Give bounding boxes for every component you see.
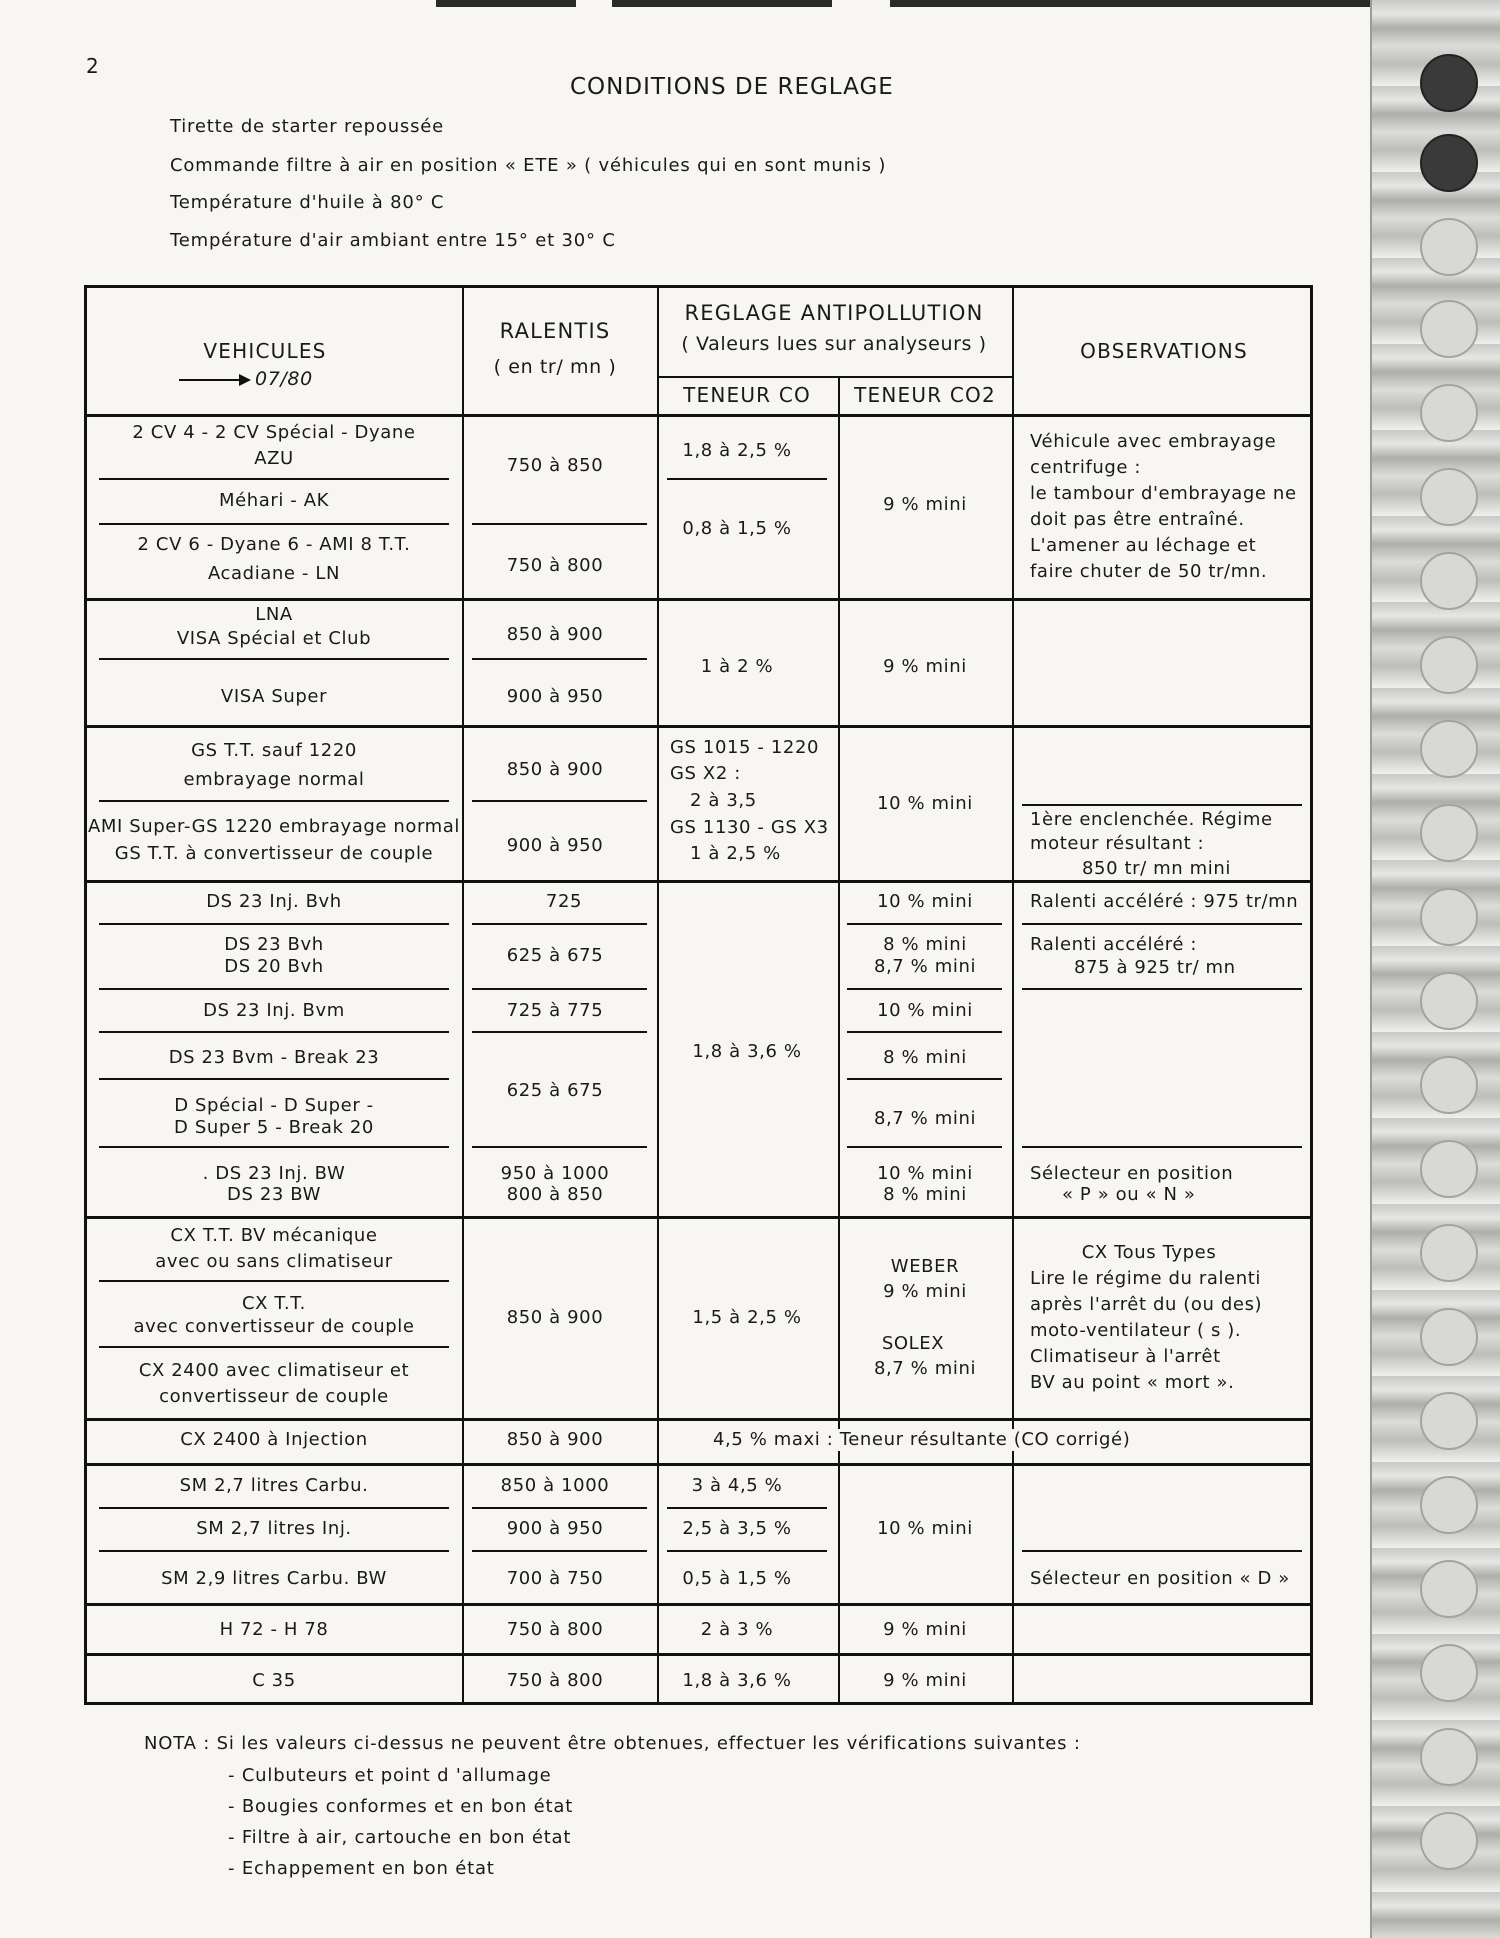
co2-value: 9 % mini bbox=[883, 1281, 967, 1302]
vehicle-name: CX T.T. bbox=[242, 1293, 306, 1314]
row-divider bbox=[472, 1550, 647, 1552]
ralenti-value: 750 à 800 bbox=[506, 555, 604, 576]
co-value: 1,8 à 2,5 % bbox=[682, 440, 792, 461]
condition-line: Tirette de starter repoussée bbox=[170, 116, 445, 137]
page-number: 2 bbox=[86, 54, 99, 78]
co2-value: 8 % mini bbox=[883, 934, 967, 955]
observation-text: moteur résultant : bbox=[1030, 833, 1205, 854]
binder-hole bbox=[1420, 1392, 1478, 1450]
binder-hole bbox=[1420, 1560, 1478, 1618]
nota-text: NOTA : Si les valeurs ci-dessus ne peuvent être obtenues, effectuer les vérifications suivantes : bbox=[144, 1733, 1081, 1754]
observation-text: moto-ventilateur ( s ). bbox=[1030, 1320, 1242, 1341]
nota-item: - Bougies conformes et en bon état bbox=[228, 1796, 574, 1817]
header-vehicules: VEHICULES bbox=[203, 339, 327, 363]
row-divider bbox=[87, 414, 1310, 417]
vehicle-name: embrayage normal bbox=[183, 769, 365, 790]
observation-text: 875 à 925 tr/ mn bbox=[1074, 957, 1236, 978]
ralenti-value: 900 à 950 bbox=[506, 1518, 604, 1539]
row-divider bbox=[87, 1603, 1310, 1606]
vehicle-name: DS 23 Inj. Bvm bbox=[203, 1000, 345, 1021]
co2-value: 8 % mini bbox=[883, 1184, 967, 1205]
binder-hole bbox=[1420, 1056, 1478, 1114]
ralenti-value: 625 à 675 bbox=[506, 1080, 604, 1101]
row-divider bbox=[99, 800, 449, 802]
row-divider bbox=[472, 1031, 647, 1033]
header-teneur-co2: TENEUR CO2 bbox=[854, 383, 996, 407]
co-value: GS X2 : bbox=[670, 763, 741, 784]
vehicle-name: D Super 5 - Break 20 bbox=[174, 1117, 374, 1138]
col-divider bbox=[657, 288, 659, 1702]
ralenti-value: 750 à 850 bbox=[506, 455, 604, 476]
top-scan-mark bbox=[612, 0, 832, 7]
arrow-icon bbox=[179, 379, 249, 381]
row-divider bbox=[472, 658, 647, 660]
observation-text: 1ère enclenchée. Régime bbox=[1030, 809, 1273, 830]
col-divider bbox=[838, 378, 840, 1702]
vehicle-name: CX T.T. BV mécanique bbox=[170, 1225, 378, 1246]
vehicle-name: 2 CV 4 - 2 CV Spécial - Dyane bbox=[132, 422, 416, 443]
row-divider bbox=[99, 478, 449, 480]
observation-text: Sélecteur en position bbox=[1030, 1163, 1234, 1184]
binder-hole bbox=[1420, 804, 1478, 862]
binder-hole bbox=[1420, 1476, 1478, 1534]
binder-hole bbox=[1420, 972, 1478, 1030]
vehicle-name: VISA Spécial et Club bbox=[176, 628, 372, 649]
row-divider bbox=[99, 988, 449, 990]
binder-hole bbox=[1420, 552, 1478, 610]
row-divider bbox=[87, 880, 1310, 883]
observation-text: CX Tous Types bbox=[1081, 1242, 1217, 1263]
vehicle-name: CX 2400 avec climatiseur et bbox=[138, 1360, 410, 1381]
co-value: GS 1015 - 1220 bbox=[670, 737, 820, 758]
top-scan-mark bbox=[890, 0, 1370, 7]
ralenti-value: 850 à 900 bbox=[506, 759, 604, 780]
nota-item: - Filtre à air, cartouche en bon état bbox=[228, 1827, 572, 1848]
ralenti-value: 725 à 775 bbox=[506, 1000, 604, 1021]
observation-text: le tambour d'embrayage ne bbox=[1030, 483, 1297, 504]
observation-text: Ralenti accéléré : bbox=[1030, 934, 1198, 955]
co-note: 4,5 % maxi : Teneur résultante (CO corrigé) bbox=[707, 1429, 1136, 1451]
co-value: 2,5 à 3,5 % bbox=[682, 1518, 792, 1539]
row-divider bbox=[1022, 988, 1302, 990]
ralenti-value: 750 à 800 bbox=[506, 1670, 604, 1691]
vehicle-name: convertisseur de couple bbox=[159, 1386, 389, 1407]
row-divider bbox=[667, 1507, 827, 1509]
ralenti-value: 800 à 850 bbox=[506, 1184, 604, 1205]
condition-line: Température d'air ambiant entre 15° et 30° C bbox=[170, 230, 616, 251]
row-divider bbox=[472, 923, 647, 925]
co2-value: 10 % mini bbox=[877, 1163, 973, 1184]
binder-hole bbox=[1420, 888, 1478, 946]
co2-label-weber: WEBER bbox=[890, 1256, 960, 1277]
observation-text: Ralenti accéléré : 975 tr/mn bbox=[1030, 891, 1299, 912]
co2-value: 8,7 % mini bbox=[873, 956, 977, 977]
observation-text: BV au point « mort ». bbox=[1030, 1372, 1235, 1393]
vehicle-name: DS 23 Bvh bbox=[224, 934, 324, 955]
binder-hole bbox=[1420, 134, 1478, 192]
binder-hole bbox=[1420, 54, 1478, 112]
page-title: CONDITIONS DE REGLAGE bbox=[570, 74, 894, 100]
observation-text: 850 tr/ mn mini bbox=[1082, 858, 1231, 879]
binder-hole bbox=[1420, 1644, 1478, 1702]
observation-text: Sélecteur en position « D » bbox=[1030, 1568, 1290, 1589]
binder-hole bbox=[1420, 1308, 1478, 1366]
row-divider bbox=[99, 1146, 449, 1148]
row-divider bbox=[1022, 923, 1302, 925]
vehicle-name: avec convertisseur de couple bbox=[133, 1316, 415, 1337]
row-divider bbox=[667, 478, 827, 480]
vehicle-name: Acadiane - LN bbox=[207, 563, 341, 584]
vehicle-name: . DS 23 Inj. BW bbox=[202, 1163, 346, 1184]
co2-value: 10 % mini bbox=[877, 793, 973, 814]
observation-text: « P » ou « N » bbox=[1062, 1184, 1196, 1205]
co2-value: 8 % mini bbox=[883, 1047, 967, 1068]
row-divider bbox=[847, 1078, 1002, 1080]
binder-hole bbox=[1420, 384, 1478, 442]
header-vehicules-date: 07/80 bbox=[179, 368, 313, 390]
row-divider bbox=[847, 923, 1002, 925]
observation-text: Climatiseur à l'arrêt bbox=[1030, 1346, 1221, 1367]
row-divider bbox=[99, 1031, 449, 1033]
row-divider bbox=[87, 1216, 1310, 1219]
ralenti-value: 850 à 1000 bbox=[500, 1475, 610, 1496]
row-divider bbox=[847, 1146, 1002, 1148]
co-value: 1,8 à 3,6 % bbox=[692, 1041, 802, 1062]
observation-text: Véhicule avec embrayage bbox=[1030, 431, 1277, 452]
vehicle-name: DS 23 BW bbox=[227, 1184, 321, 1205]
row-divider bbox=[472, 523, 647, 525]
vehicle-name: GS T.T. sauf 1220 bbox=[191, 740, 357, 761]
row-divider bbox=[99, 658, 449, 660]
ralenti-value: 725 bbox=[545, 891, 583, 912]
row-divider bbox=[1022, 804, 1302, 806]
row-divider bbox=[472, 1507, 647, 1509]
col-divider bbox=[1012, 288, 1014, 1702]
observation-text: L'amener au léchage et bbox=[1030, 535, 1257, 556]
header-reglage: REGLAGE ANTIPOLLUTION bbox=[684, 301, 984, 325]
co2-value: 8,7 % mini bbox=[873, 1358, 977, 1379]
row-divider bbox=[87, 1418, 1310, 1421]
settings-table bbox=[84, 285, 1313, 1705]
row-divider bbox=[87, 1463, 1310, 1466]
ralenti-value: 850 à 900 bbox=[506, 624, 604, 645]
co-value: 1 à 2 % bbox=[700, 656, 774, 677]
ralenti-value: 850 à 900 bbox=[506, 1307, 604, 1328]
vehicle-name: CX 2400 à Injection bbox=[180, 1429, 368, 1450]
vehicle-name: AMI Super-GS 1220 embrayage normal bbox=[87, 816, 461, 837]
row-divider bbox=[87, 725, 1310, 728]
observation-text: après l'arrêt du (ou des) bbox=[1030, 1294, 1263, 1315]
row-divider bbox=[87, 1653, 1310, 1656]
binder-hole bbox=[1420, 218, 1478, 276]
vehicle-name: D Spécial - D Super - bbox=[174, 1095, 374, 1116]
vehicle-name: Méhari - AK bbox=[218, 490, 330, 511]
nota-item: - Culbuteurs et point d 'allumage bbox=[228, 1765, 552, 1786]
row-divider bbox=[1022, 1550, 1302, 1552]
ralenti-value: 750 à 800 bbox=[506, 1619, 604, 1640]
header-reglage-sub: ( Valeurs lues sur analyseurs ) bbox=[681, 333, 987, 355]
vehicle-name: LNA bbox=[255, 604, 293, 625]
vehicle-name: SM 2,7 litres Carbu. bbox=[179, 1475, 369, 1496]
vehicle-name: DS 23 Bvm - Break 23 bbox=[168, 1047, 380, 1068]
vehicle-name: DS 23 Inj. Bvh bbox=[206, 891, 342, 912]
row-divider bbox=[99, 1346, 449, 1348]
ralenti-value: 900 à 950 bbox=[506, 835, 604, 856]
row-divider bbox=[667, 1550, 827, 1552]
row-divider bbox=[99, 1280, 449, 1282]
binder-hole bbox=[1420, 1728, 1478, 1786]
vehicle-name: SM 2,9 litres Carbu. BW bbox=[161, 1568, 387, 1589]
vehicle-name: SM 2,7 litres Inj. bbox=[196, 1518, 352, 1539]
row-divider bbox=[472, 1146, 647, 1148]
co-value: 1 à 2,5 % bbox=[690, 843, 781, 864]
co2-value: 10 % mini bbox=[877, 1518, 973, 1539]
vehicle-name: VISA Super bbox=[220, 686, 328, 707]
binder-hole bbox=[1420, 468, 1478, 526]
ralenti-value: 700 à 750 bbox=[506, 1568, 604, 1589]
header-ralentis: RALENTIS bbox=[499, 319, 611, 343]
vehicle-name: AZU bbox=[254, 448, 294, 469]
vehicle-name: 2 CV 6 - Dyane 6 - AMI 8 T.T. bbox=[137, 534, 411, 555]
ralenti-value: 900 à 950 bbox=[506, 686, 604, 707]
co-value: 1,8 à 3,6 % bbox=[682, 1670, 792, 1691]
co-value: 2 à 3 % bbox=[700, 1619, 774, 1640]
binder-hole bbox=[1420, 636, 1478, 694]
binder-hole bbox=[1420, 1224, 1478, 1282]
row-divider bbox=[1022, 1146, 1302, 1148]
co-value: 2 à 3,5 bbox=[690, 790, 757, 811]
binder-hole bbox=[1420, 1140, 1478, 1198]
binder-hole bbox=[1420, 300, 1478, 358]
col-divider bbox=[462, 288, 464, 1702]
binder-hole bbox=[1420, 720, 1478, 778]
condition-line: Température d'huile à 80° C bbox=[170, 192, 445, 213]
co-value: 0,5 à 1,5 % bbox=[682, 1568, 792, 1589]
header-ralentis-unit: ( en tr/ mn ) bbox=[493, 356, 617, 378]
nota-item: - Echappement en bon état bbox=[228, 1858, 495, 1879]
co2-value: 9 % mini bbox=[883, 1619, 967, 1640]
top-scan-mark bbox=[436, 0, 576, 7]
condition-line: Commande filtre à air en position « ETE » ( véhicules qui en sont munis ) bbox=[170, 155, 887, 176]
header-observations: OBSERVATIONS bbox=[1080, 339, 1248, 363]
row-divider bbox=[99, 1078, 449, 1080]
co-value: 1,5 à 2,5 % bbox=[692, 1307, 802, 1328]
vehicle-name: GS T.T. à convertisseur de couple bbox=[114, 843, 434, 864]
row-divider bbox=[87, 598, 1310, 601]
header-teneur-co: TENEUR CO bbox=[683, 383, 811, 407]
observation-text: faire chuter de 50 tr/mn. bbox=[1030, 561, 1268, 582]
ralenti-value: 625 à 675 bbox=[506, 945, 604, 966]
co2-label-solex: SOLEX bbox=[881, 1333, 945, 1354]
row-divider bbox=[99, 523, 449, 525]
row-divider bbox=[847, 1031, 1002, 1033]
co-value: 0,8 à 1,5 % bbox=[682, 518, 792, 539]
row-divider bbox=[99, 1550, 449, 1552]
ralenti-value: 950 à 1000 bbox=[500, 1163, 610, 1184]
row-divider bbox=[472, 800, 647, 802]
vehicle-name: DS 20 Bvh bbox=[224, 956, 324, 977]
ralenti-value: 850 à 900 bbox=[506, 1429, 604, 1450]
row-divider bbox=[847, 988, 1002, 990]
vehicle-name: avec ou sans climatiseur bbox=[155, 1251, 393, 1272]
observation-text: centrifuge : bbox=[1030, 457, 1142, 478]
row-divider bbox=[472, 988, 647, 990]
co2-value: 10 % mini bbox=[877, 891, 973, 912]
observation-text: doit pas être entraîné. bbox=[1030, 509, 1245, 530]
co2-value: 9 % mini bbox=[883, 494, 967, 515]
observation-text: Lire le régime du ralenti bbox=[1030, 1268, 1261, 1289]
vehicle-name: C 35 bbox=[252, 1670, 296, 1691]
row-divider bbox=[657, 376, 1012, 378]
binder-hole bbox=[1420, 1812, 1478, 1870]
vehicle-name: H 72 - H 78 bbox=[219, 1619, 329, 1640]
row-divider bbox=[99, 1507, 449, 1509]
co2-value: 9 % mini bbox=[883, 656, 967, 677]
co-value: GS 1130 - GS X3 bbox=[670, 817, 829, 838]
co2-value: 10 % mini bbox=[877, 1000, 973, 1021]
co-value: 3 à 4,5 % bbox=[691, 1475, 783, 1496]
co2-value: 9 % mini bbox=[883, 1670, 967, 1691]
row-divider bbox=[99, 923, 449, 925]
co2-value: 8,7 % mini bbox=[873, 1108, 977, 1129]
